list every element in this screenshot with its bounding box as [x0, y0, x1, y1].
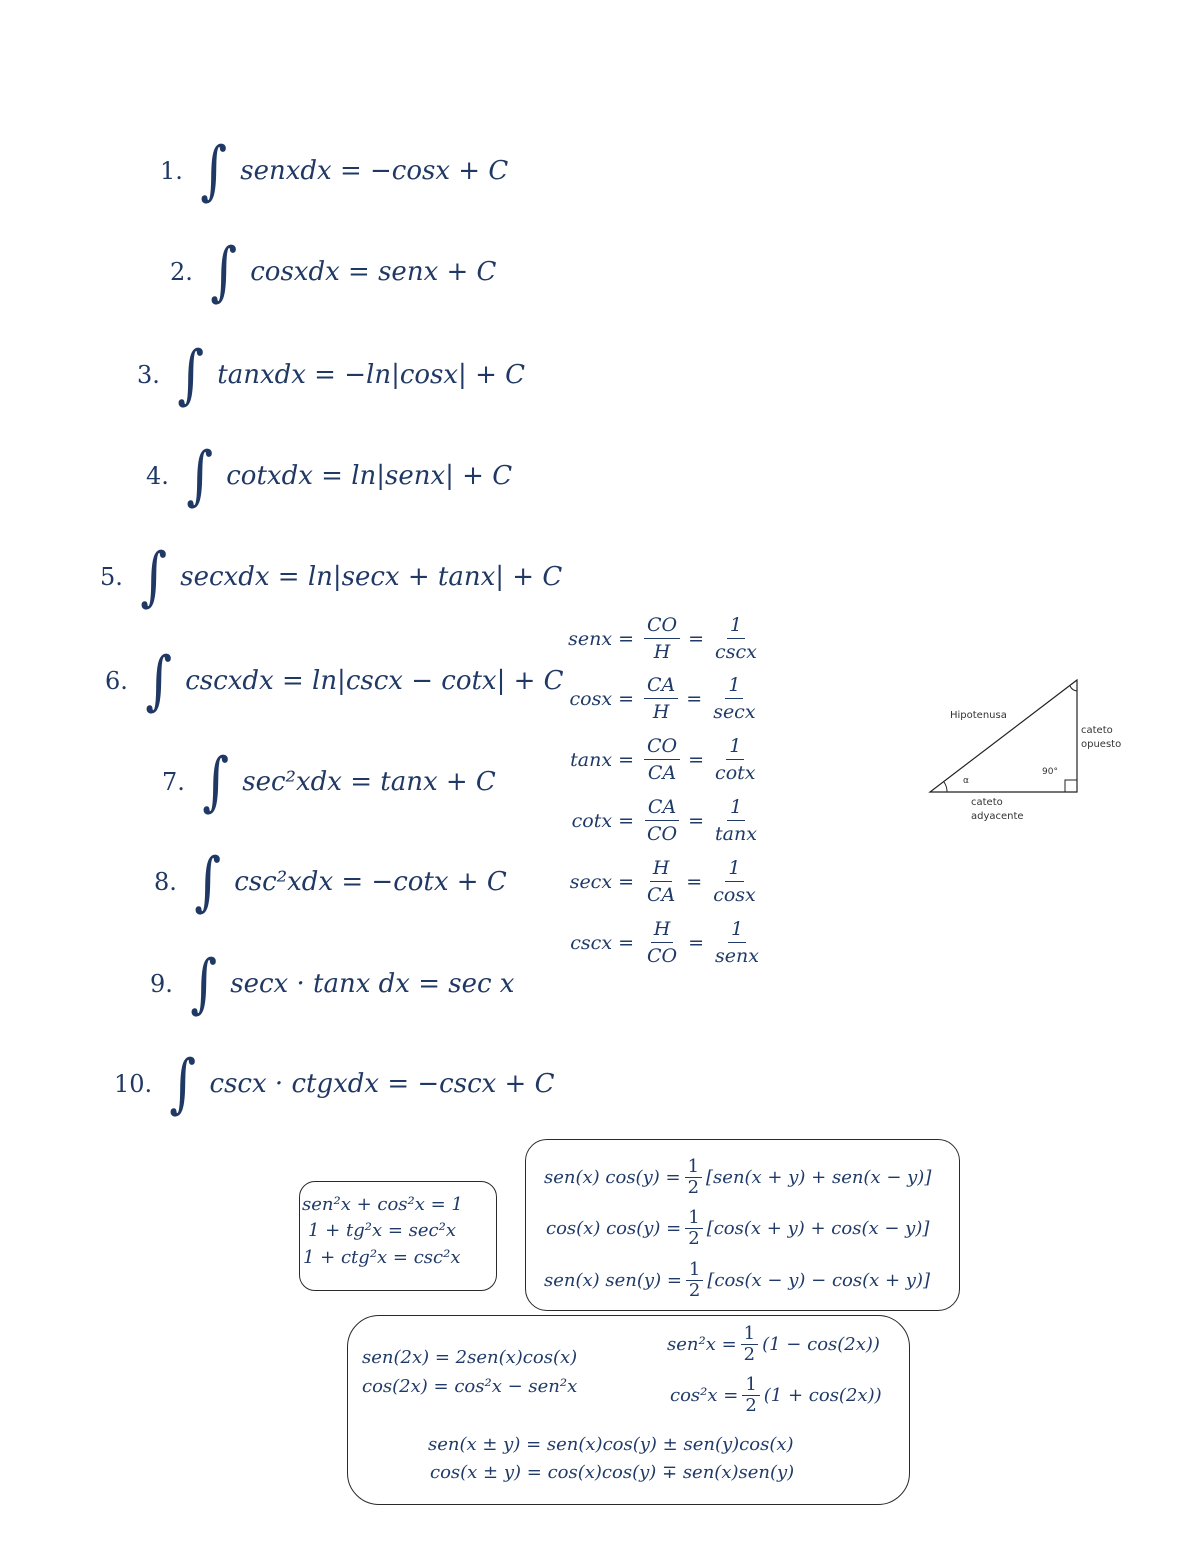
equals-sign: = [688, 809, 705, 832]
denominator: 2 [688, 1228, 700, 1249]
equals-sign: = [688, 748, 705, 771]
numerator: 1 [741, 1324, 758, 1345]
ratio-lhs: cscx = [570, 931, 634, 954]
fraction [644, 733, 680, 786]
item-number: 9. [150, 970, 173, 998]
integral-sign: ∫ [200, 134, 227, 208]
integral-expression: tanxdx = −ln|cosx| + C [217, 360, 526, 390]
product-to-sum-2 [546, 1208, 929, 1249]
integral-8 [154, 847, 507, 917]
integral-sign: ∫ [210, 235, 237, 309]
item-number: 2. [170, 258, 193, 286]
top-angle-arc [1070, 686, 1077, 691]
product-rhs: [cos(x + y) + cos(x − y)] [706, 1218, 930, 1239]
integral-sign: ∫ [140, 540, 167, 614]
integral-sign: ∫ [186, 439, 213, 513]
integral-6 [105, 646, 564, 716]
numerator: 1 [742, 1375, 759, 1396]
sen-squared-formula [667, 1324, 880, 1365]
integral-4 [146, 441, 512, 511]
numerator: 1 [728, 916, 746, 943]
item-number: 7. [162, 768, 185, 796]
integral-expression: secx · tanx dx = sec x [230, 969, 515, 999]
sen-squared-lhs: sen²x = [667, 1334, 737, 1355]
ratio-lhs: secx = [569, 870, 634, 893]
integral-expression: cosxdx = senx + C [250, 257, 497, 287]
denominator: cosx [713, 884, 756, 906]
numerator: H [651, 916, 674, 943]
denominator: 2 [688, 1280, 701, 1301]
opposite-label-2: opuesto [1081, 739, 1122, 750]
half-fraction [685, 1208, 702, 1249]
ratio-lhs: cotx = [571, 809, 634, 832]
integral-sign: ∫ [202, 745, 229, 819]
item-number: 3. [137, 361, 160, 389]
sum-angle-cos: cos(x ± y) = cos(x)cos(y) ∓ sen(x)sen(y) [430, 1462, 795, 1483]
double-angle-cos: cos(2x) = cos²x − sen²x [362, 1376, 578, 1397]
integral-3 [137, 340, 525, 410]
numerator: 1 [685, 1157, 702, 1178]
integral-expression: senxdx = −cosx + C [240, 156, 509, 186]
alpha-label: α [963, 776, 969, 786]
right-angle-marker [1065, 780, 1077, 792]
equals-sign: = [686, 870, 703, 893]
pythagorean-identity-2: 1 + tg²x = sec²x [308, 1220, 456, 1241]
denominator: H [653, 641, 671, 663]
integral-expression: cscxdx = ln|cscx − cotx| + C [185, 666, 564, 696]
half-fraction [742, 1375, 759, 1416]
half-fraction [686, 1260, 703, 1301]
fraction [712, 916, 762, 969]
hypotenuse-label: Hipotenusa [950, 710, 1007, 721]
integral-sign: ∫ [190, 947, 217, 1021]
numerator: 1 [686, 1260, 703, 1281]
equals-sign: = [688, 627, 705, 650]
fraction [712, 733, 758, 786]
product-rhs: [cos(x − y) − cos(x + y)] [707, 1270, 931, 1291]
adjacent-label-2: adyacente [971, 811, 1024, 822]
numerator: 1 [685, 1208, 702, 1229]
integral-2 [170, 237, 496, 307]
integral-sign: ∫ [145, 644, 172, 718]
half-fraction [685, 1157, 702, 1198]
numerator: 1 [725, 672, 743, 699]
denominator: tanx [715, 823, 757, 845]
numerator: 1 [726, 733, 744, 760]
adjacent-label-1: cateto [971, 797, 1003, 808]
cos-squared-formula [670, 1375, 882, 1416]
cos-squared-lhs: cos²x = [670, 1385, 739, 1406]
denominator: cotx [715, 762, 756, 784]
integral-5 [100, 542, 562, 612]
denominator: CA [647, 884, 676, 906]
sum-angle-sen: sen(x ± y) = sen(x)cos(y) ± sen(y)cos(x) [428, 1434, 794, 1455]
integral-10 [114, 1049, 555, 1119]
denominator: 2 [687, 1177, 700, 1198]
denominator: H [652, 701, 670, 723]
denominator: cscx [715, 641, 757, 663]
product-lhs: sen(x) cos(y) = [544, 1167, 681, 1188]
numerator: CA [645, 794, 679, 821]
numerator: CA [644, 672, 678, 699]
item-number: 6. [105, 667, 128, 695]
fraction [712, 612, 760, 665]
pythagorean-identity-1: sen²x + cos²x = 1 [302, 1194, 463, 1215]
fraction [644, 855, 678, 908]
ratio-cotx [560, 794, 764, 847]
item-number: 5. [100, 563, 123, 591]
numerator: 1 [727, 612, 745, 639]
sen-squared-rhs: (1 − cos(2x)) [762, 1334, 880, 1355]
half-fraction [741, 1324, 758, 1365]
product-to-sum-3 [544, 1260, 930, 1301]
alpha-arc [944, 782, 947, 792]
integral-expression: cotxdx = ln|senx| + C [226, 461, 513, 491]
denominator: CO [647, 945, 678, 967]
opposite-label-1: cateto [1081, 725, 1113, 736]
item-number: 10. [114, 1070, 153, 1098]
ratio-cscx [560, 916, 766, 969]
fraction [644, 794, 680, 847]
numerator: H [650, 855, 673, 882]
item-number: 8. [154, 868, 177, 896]
integral-1 [160, 136, 508, 206]
integral-9 [150, 949, 514, 1019]
fraction [710, 672, 758, 725]
numerator: CO [644, 733, 680, 760]
item-number: 4. [146, 462, 169, 490]
equals-sign: = [686, 687, 703, 710]
fraction [710, 855, 759, 908]
ratio-tanx [560, 733, 762, 786]
ratio-lhs: tanx = [570, 748, 634, 771]
integral-expression: secxdx = ln|secx + tanx| + C [180, 562, 563, 592]
right-triangle-diagram [925, 675, 1125, 800]
product-to-sum-1 [544, 1157, 931, 1198]
integral-sign: ∫ [177, 338, 204, 412]
ratio-secx [560, 855, 763, 908]
right-angle-label: 90° [1042, 767, 1058, 777]
product-lhs: cos(x) cos(y) = [546, 1218, 682, 1239]
denominator: secx [713, 701, 756, 723]
denominator: CA [647, 762, 677, 784]
fraction [644, 672, 678, 725]
denominator: senx [715, 945, 759, 967]
double-angle-sen: sen(2x) = 2sen(x)cos(x) [362, 1347, 578, 1368]
integral-expression: cscx · ctgxdx = −cscx + C [209, 1069, 555, 1099]
item-number: 1. [160, 157, 183, 185]
integral-sign: ∫ [169, 1047, 197, 1121]
equals-sign: = [688, 931, 705, 954]
denominator: 2 [743, 1344, 756, 1365]
ratio-senx [560, 612, 764, 665]
fraction [644, 916, 680, 969]
denominator: 2 [745, 1395, 757, 1416]
integral-7 [162, 747, 496, 817]
product-rhs: [sen(x + y) + sen(x − y)] [706, 1167, 932, 1188]
ratio-lhs: cosx = [569, 687, 634, 710]
integral-expression: csc²xdx = −cotx + C [234, 867, 507, 897]
product-lhs: sen(x) sen(y) = [544, 1270, 682, 1291]
integral-sign: ∫ [194, 845, 221, 919]
pythagorean-identity-3: 1 + ctg²x = csc²x [303, 1247, 461, 1268]
cos-squared-rhs: (1 + cos(2x)) [763, 1385, 882, 1406]
numerator: 1 [725, 855, 743, 882]
numerator: CO [644, 612, 680, 639]
integral-expression: sec²xdx = tanx + C [242, 767, 496, 797]
denominator: CO [647, 823, 678, 845]
fraction [644, 612, 680, 665]
ratio-lhs: senx = [568, 627, 634, 650]
ratio-cosx [560, 672, 763, 725]
fraction [712, 794, 760, 847]
numerator: 1 [727, 794, 745, 821]
